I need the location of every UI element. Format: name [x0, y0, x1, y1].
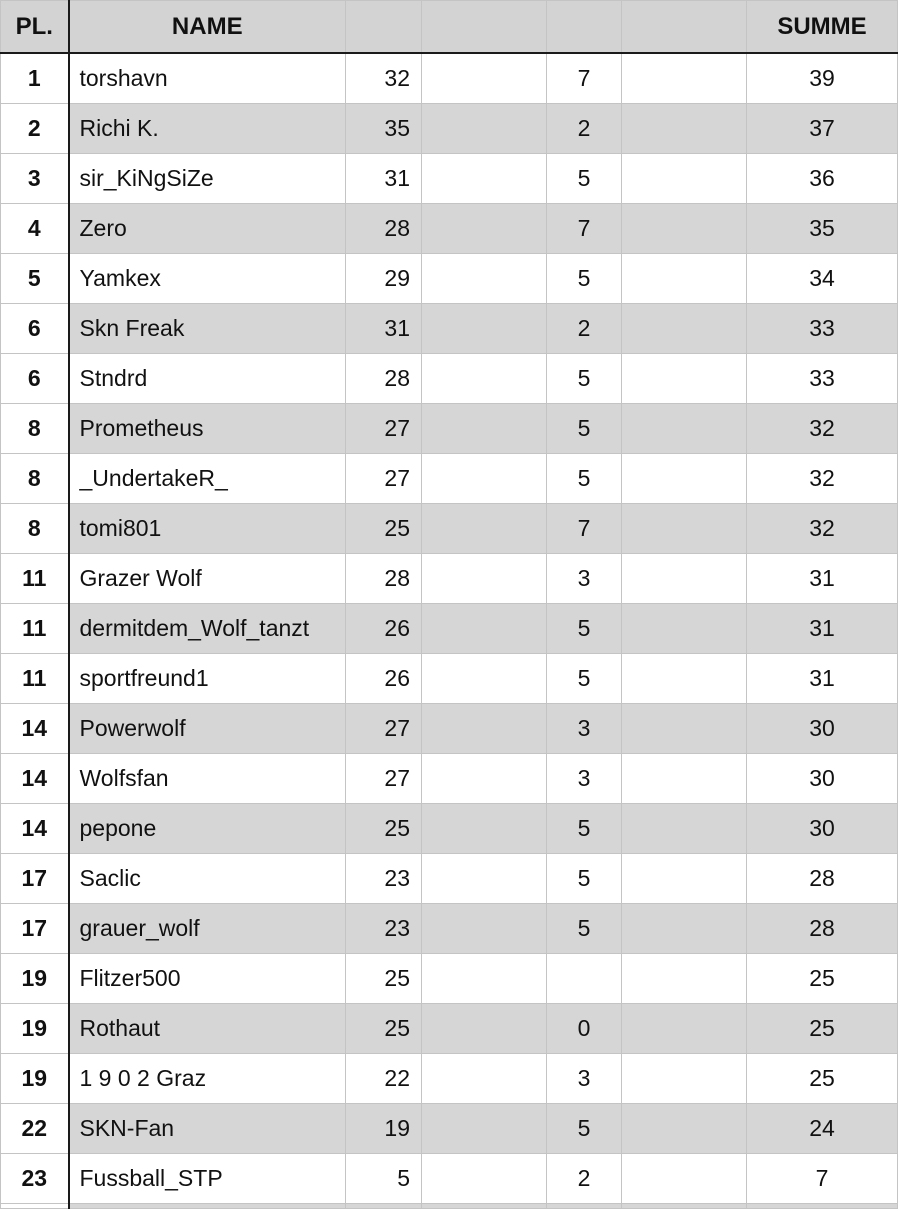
rank-cell: 11 — [1, 604, 69, 654]
empty-cell — [622, 704, 747, 754]
empty-cell — [622, 53, 747, 104]
table-row — [1, 254, 898, 304]
table-row — [1, 1054, 898, 1104]
empty-cell — [69, 1204, 346, 1209]
header-col-3 — [346, 1, 422, 54]
name-cell: Yamkex — [69, 254, 346, 304]
rank-cell: 2 — [1, 104, 69, 154]
empty-cell — [547, 1204, 622, 1209]
points-cell: 23 — [346, 854, 422, 904]
table-row — [1, 654, 898, 704]
rank-cell: 3 — [1, 154, 69, 204]
empty-cell — [622, 754, 747, 804]
empty-cell — [422, 154, 547, 204]
sum-cell: 35 — [747, 204, 898, 254]
name-cell: sir_KiNgSiZe — [69, 154, 346, 204]
sum-cell: 32 — [747, 454, 898, 504]
name-cell: _UndertakeR_ — [69, 454, 346, 504]
header-col-5 — [547, 1, 622, 54]
rank-cell: 6 — [1, 354, 69, 404]
name-cell: Zero — [69, 204, 346, 254]
points-cell: 27 — [346, 404, 422, 454]
points-cell: 26 — [346, 604, 422, 654]
points-cell: 23 — [346, 904, 422, 954]
empty-cell — [422, 454, 547, 504]
empty-cell — [622, 304, 747, 354]
rank-cell: 23 — [1, 1154, 69, 1204]
bonus-cell: 5 — [547, 154, 622, 204]
empty-cell — [622, 204, 747, 254]
bonus-cell: 3 — [547, 554, 622, 604]
empty-cell — [422, 1154, 547, 1204]
rank-cell: 19 — [1, 954, 69, 1004]
points-cell: 26 — [346, 654, 422, 704]
table-row — [1, 604, 898, 654]
name-cell: Prometheus — [69, 404, 346, 454]
table-body — [1, 53, 898, 1209]
points-cell: 28 — [346, 354, 422, 404]
sum-cell: 31 — [747, 554, 898, 604]
sum-cell: 33 — [747, 304, 898, 354]
points-cell: 19 — [346, 1104, 422, 1154]
empty-cell — [422, 404, 547, 454]
rank-cell: 1 — [1, 53, 69, 104]
sum-cell: 30 — [747, 754, 898, 804]
table-row — [1, 954, 898, 1004]
empty-cell — [622, 404, 747, 454]
table-row — [1, 354, 898, 404]
empty-cell — [622, 454, 747, 504]
bonus-cell: 5 — [547, 354, 622, 404]
bonus-cell: 5 — [547, 1104, 622, 1154]
name-cell: tomi801 — [69, 504, 346, 554]
sum-cell: 32 — [747, 404, 898, 454]
bonus-cell — [547, 954, 622, 1004]
points-cell: 27 — [346, 454, 422, 504]
points-cell: 29 — [346, 254, 422, 304]
name-cell: Stndrd — [69, 354, 346, 404]
empty-cell — [622, 804, 747, 854]
rank-cell: 5 — [1, 254, 69, 304]
points-cell: 25 — [346, 804, 422, 854]
empty-cell — [622, 504, 747, 554]
table-row — [1, 53, 898, 104]
name-cell: Flitzer500 — [69, 954, 346, 1004]
sum-cell: 33 — [747, 354, 898, 404]
rank-cell: 14 — [1, 804, 69, 854]
name-cell: dermitdem_Wolf_tanzt — [69, 604, 346, 654]
empty-cell — [622, 854, 747, 904]
rank-cell: 8 — [1, 404, 69, 454]
bonus-cell: 5 — [547, 454, 622, 504]
rank-cell: 17 — [1, 904, 69, 954]
name-cell: grauer_wolf — [69, 904, 346, 954]
name-cell: Wolfsfan — [69, 754, 346, 804]
name-cell: Powerwolf — [69, 704, 346, 754]
points-cell: 25 — [346, 1004, 422, 1054]
table-row — [1, 504, 898, 554]
points-cell: 25 — [346, 504, 422, 554]
table-row — [1, 1004, 898, 1054]
bonus-cell: 5 — [547, 854, 622, 904]
empty-cell — [422, 104, 547, 154]
bonus-cell: 2 — [547, 304, 622, 354]
bonus-cell: 5 — [547, 604, 622, 654]
sum-cell: 24 — [747, 1104, 898, 1154]
empty-cell — [747, 1204, 898, 1209]
table-row-partial — [1, 1204, 898, 1209]
empty-cell — [622, 1054, 747, 1104]
header-col-6 — [622, 1, 747, 54]
sum-cell: 25 — [747, 1054, 898, 1104]
table-row — [1, 904, 898, 954]
empty-cell — [422, 654, 547, 704]
points-cell: 27 — [346, 754, 422, 804]
points-cell: 31 — [346, 304, 422, 354]
empty-cell — [422, 704, 547, 754]
points-cell: 22 — [346, 1054, 422, 1104]
empty-cell — [346, 1204, 422, 1209]
points-cell: 28 — [346, 554, 422, 604]
bonus-cell: 2 — [547, 104, 622, 154]
table-row — [1, 554, 898, 604]
rank-cell: 8 — [1, 454, 69, 504]
name-cell: torshavn — [69, 53, 346, 104]
points-cell: 27 — [346, 704, 422, 754]
empty-cell — [622, 104, 747, 154]
empty-cell — [422, 354, 547, 404]
header-name: NAME — [69, 1, 346, 54]
bonus-cell: 5 — [547, 404, 622, 454]
rank-cell: 14 — [1, 754, 69, 804]
points-cell: 31 — [346, 154, 422, 204]
empty-cell — [622, 1154, 747, 1204]
table-row — [1, 754, 898, 804]
header-col-4 — [422, 1, 547, 54]
empty-cell — [422, 554, 547, 604]
points-cell: 28 — [346, 204, 422, 254]
empty-cell — [422, 904, 547, 954]
empty-cell — [622, 354, 747, 404]
rank-cell: 17 — [1, 854, 69, 904]
table-row — [1, 1154, 898, 1204]
empty-cell — [622, 1004, 747, 1054]
empty-cell — [422, 1004, 547, 1054]
empty-cell — [622, 1104, 747, 1154]
empty-cell — [622, 154, 747, 204]
name-cell: sportfreund1 — [69, 654, 346, 704]
header-rank: PL. — [1, 1, 69, 54]
rank-cell: 6 — [1, 304, 69, 354]
bonus-cell: 7 — [547, 504, 622, 554]
empty-cell — [422, 854, 547, 904]
sum-cell: 28 — [747, 904, 898, 954]
empty-cell — [622, 604, 747, 654]
rank-cell: 11 — [1, 554, 69, 604]
sum-cell: 31 — [747, 654, 898, 704]
rank-cell: 11 — [1, 654, 69, 704]
empty-cell — [422, 53, 547, 104]
table-row — [1, 454, 898, 504]
empty-cell — [422, 204, 547, 254]
empty-cell — [422, 1054, 547, 1104]
header-row — [1, 1, 898, 54]
sum-cell: 30 — [747, 704, 898, 754]
sum-cell: 36 — [747, 154, 898, 204]
empty-cell — [422, 254, 547, 304]
sum-cell: 37 — [747, 104, 898, 154]
rank-cell: 22 — [1, 1104, 69, 1154]
empty-cell — [422, 304, 547, 354]
empty-cell — [1, 1204, 69, 1209]
table-row — [1, 704, 898, 754]
table-row — [1, 854, 898, 904]
bonus-cell: 5 — [547, 654, 622, 704]
empty-cell — [622, 254, 747, 304]
sum-cell: 31 — [747, 604, 898, 654]
bonus-cell: 3 — [547, 1054, 622, 1104]
name-cell: 1 9 0 2 Graz — [69, 1054, 346, 1104]
points-cell: 32 — [346, 53, 422, 104]
sum-cell: 25 — [747, 1004, 898, 1054]
sum-cell: 34 — [747, 254, 898, 304]
empty-cell — [622, 904, 747, 954]
empty-cell — [422, 1104, 547, 1154]
empty-cell — [622, 954, 747, 1004]
bonus-cell: 5 — [547, 804, 622, 854]
bonus-cell: 5 — [547, 904, 622, 954]
bonus-cell: 5 — [547, 254, 622, 304]
empty-cell — [622, 554, 747, 604]
name-cell: Rothaut — [69, 1004, 346, 1054]
name-cell: Saclic — [69, 854, 346, 904]
empty-cell — [422, 1204, 547, 1209]
empty-cell — [622, 1204, 747, 1209]
table-row — [1, 804, 898, 854]
sum-cell: 32 — [747, 504, 898, 554]
bonus-cell: 3 — [547, 704, 622, 754]
name-cell: pepone — [69, 804, 346, 854]
empty-cell — [422, 604, 547, 654]
rank-cell: 8 — [1, 504, 69, 554]
name-cell: Fussball_STP — [69, 1154, 346, 1204]
empty-cell — [422, 954, 547, 1004]
rank-cell: 19 — [1, 1054, 69, 1104]
points-cell: 5 — [346, 1154, 422, 1204]
empty-cell — [622, 654, 747, 704]
table-row — [1, 304, 898, 354]
name-cell: Grazer Wolf — [69, 554, 346, 604]
bonus-cell: 3 — [547, 754, 622, 804]
table-row — [1, 204, 898, 254]
bonus-cell: 0 — [547, 1004, 622, 1054]
empty-cell — [422, 504, 547, 554]
rank-cell: 4 — [1, 204, 69, 254]
name-cell: SKN-Fan — [69, 1104, 346, 1154]
rank-cell: 14 — [1, 704, 69, 754]
sum-cell: 7 — [747, 1154, 898, 1204]
header-summe: SUMME — [747, 1, 898, 54]
rank-cell: 19 — [1, 1004, 69, 1054]
sum-cell: 39 — [747, 53, 898, 104]
table-row — [1, 1104, 898, 1154]
bonus-cell: 7 — [547, 53, 622, 104]
table-row — [1, 104, 898, 154]
bonus-cell: 2 — [547, 1154, 622, 1204]
bonus-cell: 7 — [547, 204, 622, 254]
table-row — [1, 154, 898, 204]
name-cell: Richi K. — [69, 104, 346, 154]
sum-cell: 30 — [747, 804, 898, 854]
table-row — [1, 404, 898, 454]
points-cell: 25 — [346, 954, 422, 1004]
name-cell: Skn Freak — [69, 304, 346, 354]
points-cell: 35 — [346, 104, 422, 154]
sum-cell: 25 — [747, 954, 898, 1004]
empty-cell — [422, 804, 547, 854]
sum-cell: 28 — [747, 854, 898, 904]
empty-cell — [422, 754, 547, 804]
